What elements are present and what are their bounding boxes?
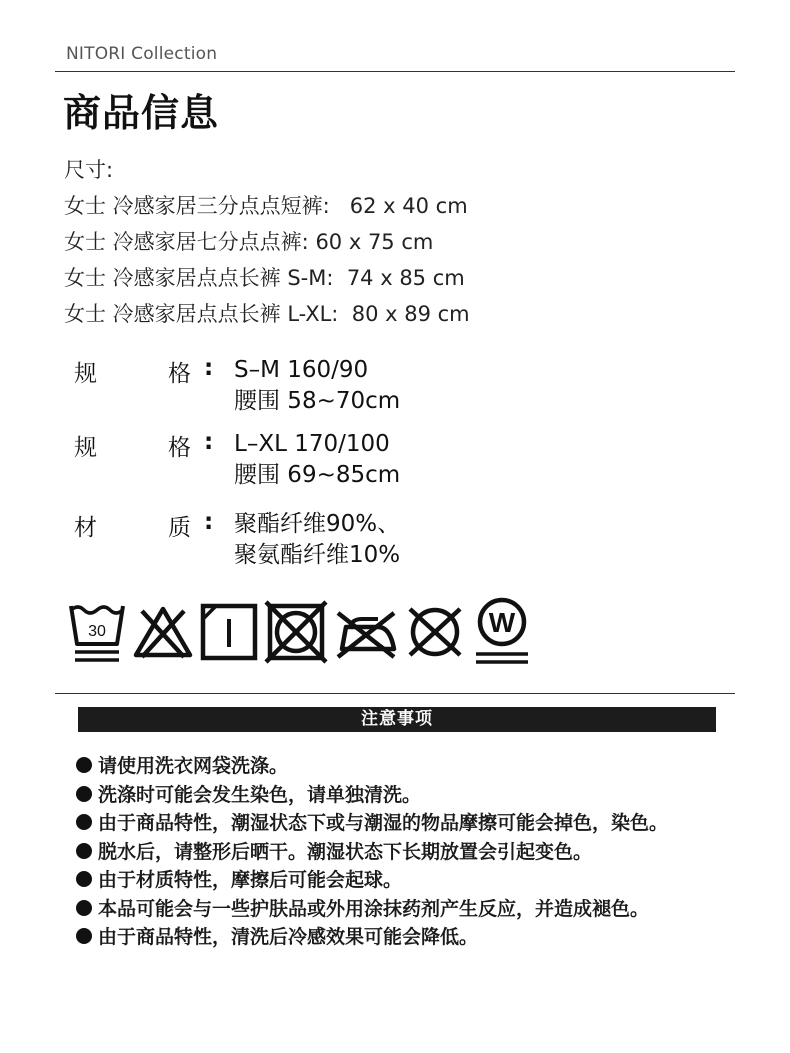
top-divider [55,71,735,72]
spec-value-line: 聚酯纤维90%、 [234,511,401,537]
size-row [64,296,470,332]
no-dry-clean-icon [404,603,466,661]
spec-row-material [74,509,400,571]
notice-item [76,781,736,810]
spec-key-char: 格 [168,361,191,387]
spec-key-char: 规 [74,435,97,461]
spec-values [234,509,400,571]
notice-item-text: 由于商品特性，清洗后冷感效果可能会降低。 [98,926,479,948]
notice-item [76,923,736,952]
size-row-value: 74 x 85 cm [346,266,465,290]
size-section [64,152,470,332]
page-title: 商品信息 [63,91,220,135]
size-row [64,224,470,260]
bullet-dot-icon [76,928,92,944]
size-row-name: 女士 冷感家居三分点点短裤: [64,194,330,218]
mid-divider [55,693,735,694]
notice-item-text: 洗涤时可能会发生染色，请单独清洗。 [98,783,422,806]
bullet-dot-icon [76,757,92,773]
spec-values [234,429,400,491]
notice-item-text: 脱水后，请整形后晒干。潮湿状态下长期放置会引起变色。 [98,840,593,863]
size-row-name: 女士 冷感家居七分点点裤: [64,230,309,254]
notice-item [76,838,736,867]
spec-row-size-sm [74,355,400,417]
size-row-name: 女士 冷感家居点点长裤 S-M: [64,266,334,290]
spec-colon: : [204,355,214,381]
notice-list [76,752,736,952]
size-row [64,260,470,296]
spec-colon: : [204,509,214,535]
bullet-dot-icon [76,786,92,802]
notice-item [76,809,736,838]
size-row [64,188,470,224]
size-row-name: 女士 冷感家居点点长裤 L-XL: [64,302,339,326]
notice-item [76,866,736,895]
bullet-dot-icon [76,843,92,859]
notice-item-text: 请使用洗衣网袋洗涤。 [98,755,289,777]
spec-key-char: 格 [168,435,191,461]
notice-item [76,895,736,924]
bullet-dot-icon [76,900,92,916]
no-tumble-dry-icon [264,600,328,664]
brand-name: NITORI Collection [66,44,218,64]
size-row-value: 80 x 89 cm [351,302,470,326]
size-row-value: 62 x 40 cm [349,194,468,218]
spec-key-char: 材 [74,515,97,541]
size-row-value: 60 x 75 cm [315,230,434,254]
notice-item-text: 由于商品特性，潮湿状态下或与潮湿的物品摩擦可能会掉色，染色。 [98,812,669,834]
spec-colon: : [204,429,214,455]
spec-value-line: 聚氨酯纤维10% [234,542,401,568]
line-dry-icon [200,603,258,661]
spec-value-line: L–XL 170/100 [234,431,390,457]
spec-value-line: S–M 160/90 [234,357,369,383]
spec-value-line: 腰围 58~70cm [234,388,401,414]
notice-item-text: 由于材质特性，摩擦后可能会起球。 [98,869,403,891]
spec-values [234,355,400,417]
no-bleach-icon [132,603,194,661]
notice-item-text: 本品可能会与一些护肤品或外用涂抹药剂产生反应，并造成褪色。 [98,897,650,920]
bullet-dot-icon [76,814,92,830]
wash-30-gentle-icon [68,600,126,664]
no-iron-icon [334,603,398,661]
care-symbols [68,596,532,668]
spec-value-line: 腰围 69~85cm [234,462,401,488]
spec-key-char: 质 [168,515,191,541]
size-label: 尺寸: [64,158,114,182]
wet-clean-letter: W [488,607,516,638]
spec-row-size-lxl [74,429,400,491]
spec-section [74,355,400,583]
wash-temp-label: 30 [88,623,106,640]
notice-heading: 注意事项 [78,707,716,732]
wet-clean-very-gentle-icon [472,596,532,668]
notice-item [76,752,736,781]
spec-key-char: 规 [74,361,97,387]
bullet-dot-icon [76,871,92,887]
